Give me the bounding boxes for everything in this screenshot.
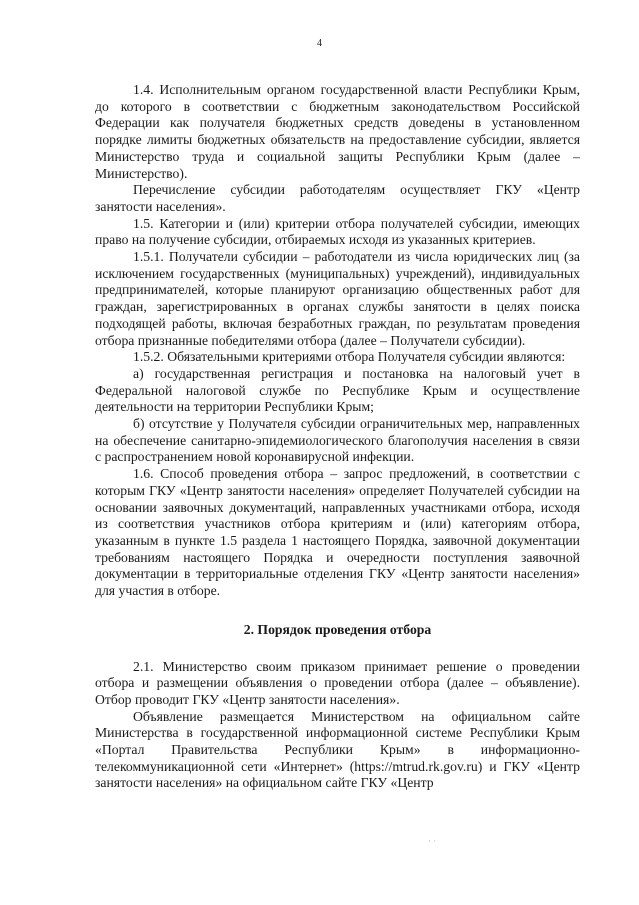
paragraph-1-6: 1.6. Способ проведения отбора – запрос предложений, в соответствии с которым ГКУ «Центр занятости населения» определяет Получателей субсидии на основании заявочных документаций, направленных участниками отбора, исходя из соответствия участников отбора критериям и (или) категориям отбора, указанным в пункте 1.5 раздела 1 настоящего Порядка, заявочной документации требованиям настоящего Порядка и очередности поступления заявочной документации в территориальные отделения ГКУ «Центр занятости населения» для участия в отборе. xyxy=(95,466,580,599)
page-number: 4 xyxy=(317,38,322,49)
section-title: 2. Порядок проведения отбора xyxy=(243,621,432,637)
paragraph-1-5-2: 1.5.2. Обязательными критериями отбора Получателя субсидии являются: xyxy=(133,349,566,365)
paragraph-criterion-b: б) отсутствие у Получателя субсидии ограничительных мер, направленных на обеспечение санитарно-эпидемиологического благополучия населения в связи с распространением новой коронавирусной инфекции. xyxy=(95,416,580,465)
paragraph-1-5-1: 1.5.1. Получатели субсидии – работодатели из числа юридических лиц (за исключением государственных (муниципальных) учреждений), индивидуальных предпринимателей, которые планируют организацию общественных работ для граждан, зарегистрированных в органах службы занятости в целях поиска подходящей работы, включая безработных граждан, по результатам проведения отбора признанные победителями отбора (далее – Получатели субсидии). xyxy=(95,249,580,348)
paragraph-announcement: Объявление размещается Министерством на официальном сайте Министерства в государственной информационной системе Республики Крым «Портал Правительства Республики Крым» в информационно-телекоммуникационной сети «Интернет» (https://mtrud.rk.gov.ru) и ГКУ «Центр занятости населения» на официальном сайте ГКУ «Центр xyxy=(95,708,580,791)
scan-speck: · · xyxy=(428,836,437,846)
document-body xyxy=(95,82,580,792)
paragraph-2-1: 2.1. Министерство своим приказом принимает решение о проведении отбора и размещении объявления о проведении отбора (далее – объявление). Отбор проводит ГКУ «Центр занятости населения». xyxy=(95,658,580,707)
paragraph-1-4: 1.4. Исполнительным органом государственной власти Республики Крым, до которого в соответствии с бюджетным законодательством Российской Федерации как получателя бюджетных средств доведены в установленном порядке лимиты бюджетных обязательств на предоставление субсидии, является Министерство труда и социальной защиты Республики Крым (далее – Министерство). xyxy=(95,82,580,181)
paragraph-transfer: Перечисление субсидии работодателям осуществляет ГКУ «Центр занятости населения». xyxy=(95,182,580,214)
paragraph-criterion-a: а) государственная регистрация и постановка на налоговый учет в Федеральной налоговой службе по Республике Крым и осуществление деятельности на территории Республики Крым; xyxy=(95,365,580,415)
paragraph-1-5: 1.5. Категории и (или) критерии отбора получателей субсидии, имеющих право на получение субсидии, отбираемых исходя из указанных критериев. xyxy=(95,215,580,248)
